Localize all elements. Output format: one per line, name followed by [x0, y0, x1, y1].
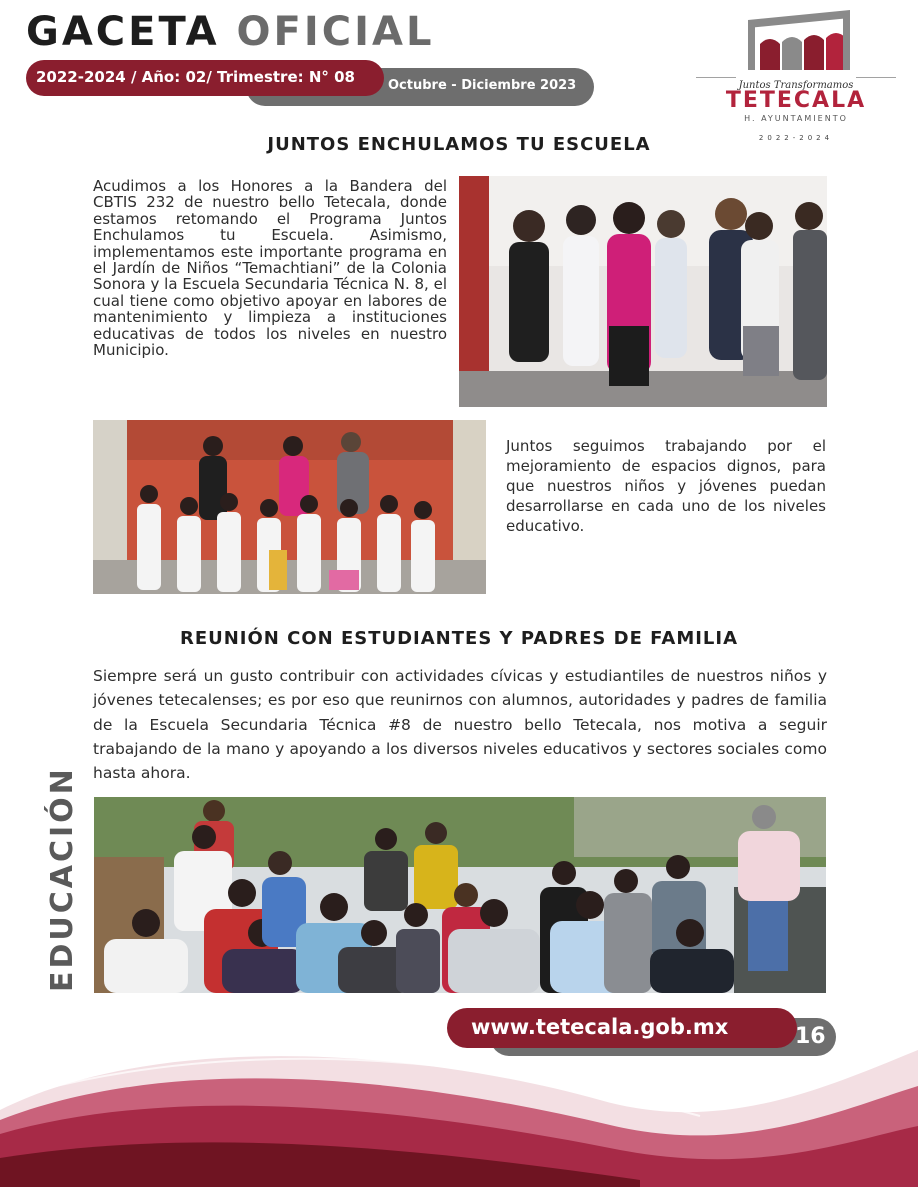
side-label-text: EDUCACIÓN: [45, 766, 80, 992]
title-word-oficial: OFICIAL: [236, 9, 435, 55]
gazette-title: [26, 10, 434, 54]
section1-paragraph-2: Juntos seguimos trabajando por el mejoramiento de espacios dignos, para que nuestros niños y jóvenes puedan desarrollarse en cada uno de los niveles educativo.: [506, 437, 826, 535]
section2-paragraph: Siempre será un gusto contribuir con actividades cívicas y estudiantiles de nuestros niños y jóvenes tetecalenses; es por eso que reunirnos con alumnos, autoridades y padres de familia de la Escuela Secundaria Técnica #8 de nuestro bello Tetecala, nos motiva a seguir trabajando de la mano y apoyando a los diversos niveles educativos y sectores sociales como hasta ahora.: [93, 667, 827, 783]
logo-name: TETECALA: [725, 88, 867, 113]
logo-motto: Juntos Transformamos: [738, 80, 854, 91]
title-word-gaceta: GACETA: [26, 9, 220, 55]
page-number: 16: [795, 1024, 826, 1049]
logo-subtitle: H. AYUNTAMIENTO: [744, 114, 848, 123]
website-banner[interactable]: [447, 1008, 797, 1048]
tetecala-logo: [690, 8, 902, 148]
period-text: Octubre - Diciembre 2023: [388, 78, 577, 93]
logo-years: 2022-2024: [758, 134, 834, 142]
section1-paragraph-1: Acudimos a los Honores a la Bandera del CBTIS 232 de nuestro bello Tetecala, donde estamos retomando el Programa Juntos Enchulamos tu Escuela. Asimismo, implementamos este importante programa en el Jardín de Niños “Temachtiani” de la Colonia Sonora y la Escuela Secundaria Técnica N. 8, el cual tiene como objetivo apoyar en labores de mantenimiento y limpieza a instituciones educativas de todos los niveles en nuestro Municipio.: [93, 177, 447, 360]
photo-ceremony: [459, 176, 827, 407]
photo-students-parents: [94, 797, 826, 993]
side-section-label: [37, 766, 97, 992]
arches-logo-icon: [690, 8, 902, 78]
photo-kindergarten: [93, 420, 486, 594]
issue-banner: [26, 60, 384, 96]
section-heading-reunion: REUNIÓN CON ESTUDIANTES Y PADRES DE FAMILIA: [179, 628, 739, 649]
issue-text: 2022-2024 / Año: 02/ Trimestre: N° 08: [36, 68, 355, 86]
website-link[interactable]: www.tetecala.gob.mx: [471, 1015, 729, 1039]
section-heading-enchulamos: JUNTOS ENCHULAMOS TU ESCUELA: [267, 134, 651, 155]
